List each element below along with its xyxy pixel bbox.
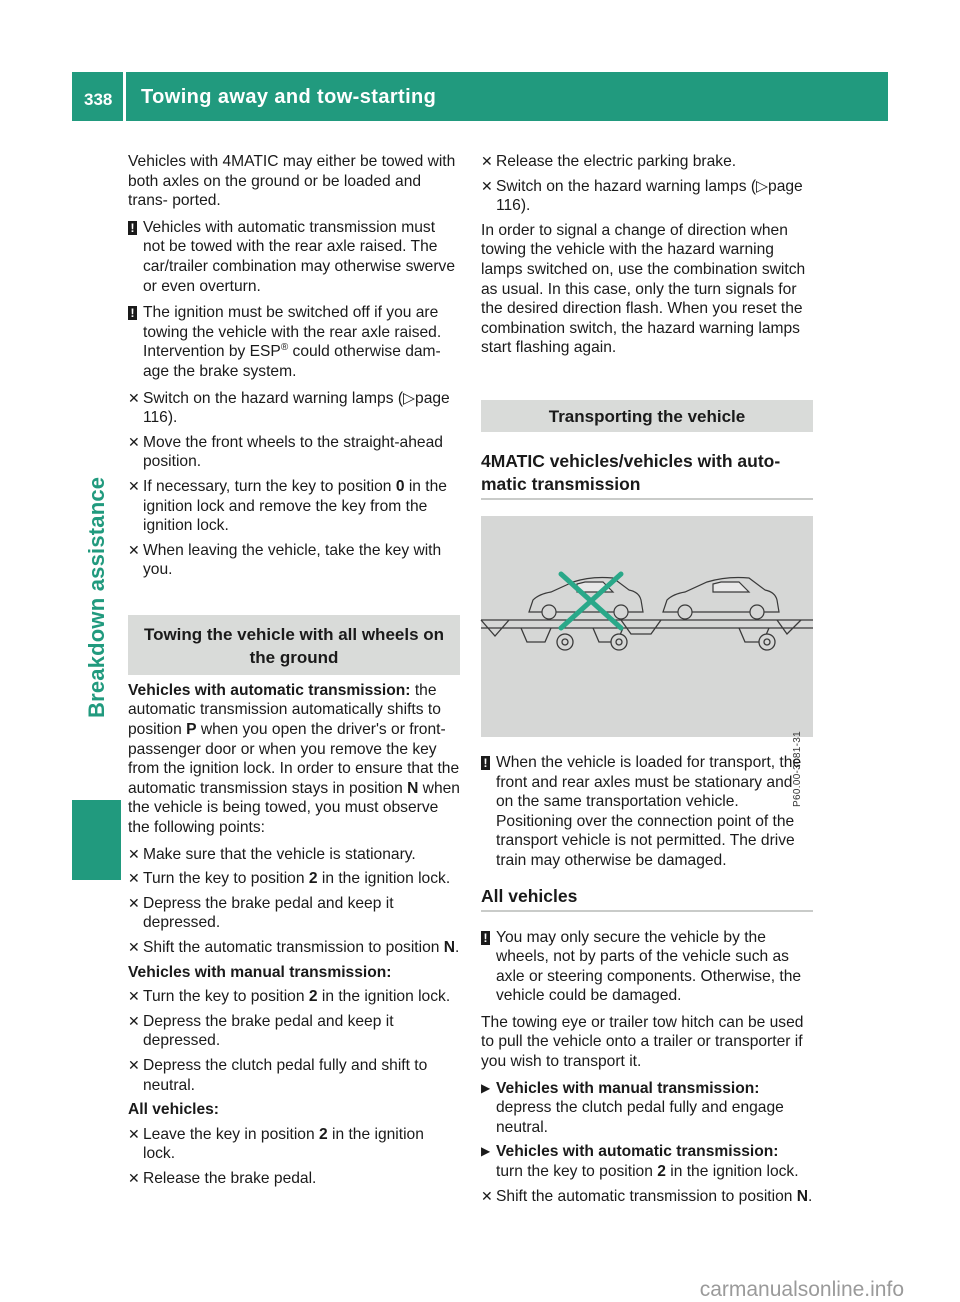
instruction-step: ▶ Vehicles with automatic transmission: turn the key to position 2 in the ignition lock. — [481, 1143, 799, 1181]
instruction-step: ✕ If necessary, turn the key to position 0 in the ignition lock and remove the key from the ignition lock. — [128, 477, 447, 535]
page-reference-link[interactable]: page 116). — [496, 177, 803, 215]
step-marker-icon: ✕ — [128, 988, 140, 1005]
page-reference-arrow-icon: ▷ — [756, 177, 769, 195]
instruction-step: ✕ Switch on the hazard warning lamps (▷page 116). — [481, 177, 803, 215]
left-column — [128, 152, 460, 1194]
step-marker-icon: ✕ — [128, 1056, 140, 1073]
warning-note — [481, 753, 813, 871]
step-marker-icon: ✕ — [128, 1169, 140, 1186]
instruction-step: ✕ Shift the automatic transmission to position N. — [481, 1187, 813, 1205]
instruction-step: ▶ Vehicles with manual transmission: depress the clutch pedal fully and engage neutral. — [481, 1079, 784, 1136]
page-reference-link[interactable]: page 116). — [143, 389, 450, 427]
step-marker-icon: ✕ — [481, 177, 493, 194]
instruction-step: ✕ Depress the brake pedal and keep it depressed. — [128, 894, 394, 932]
instruction-step: ✕ Leave the key in position 2 in the ignition lock. — [128, 1125, 424, 1163]
instruction-step: ✕ Make sure that the vehicle is stationary. — [128, 845, 416, 863]
instruction-step: ✕ Release the electric parking brake. — [481, 153, 737, 170]
page-title: Towing away and tow-starting — [141, 86, 437, 108]
instruction-step: ✕ Depress the clutch pedal fully and shift to neutral. — [128, 1056, 428, 1094]
header-divider — [123, 72, 126, 121]
page-reference-arrow-icon: ▷ — [403, 389, 416, 407]
instruction-step: ✕ Turn the key to position 2 in the ignition lock. — [128, 988, 451, 1006]
warning-icon: ! — [481, 931, 490, 945]
figure-code: P60.00-3081-31 — [792, 730, 803, 807]
step-marker-icon: ✕ — [128, 477, 140, 494]
warning-note — [481, 928, 813, 1006]
warning-text: The ignition must be switched off if you are towing the vehicle with the rear axle raised. Intervention by ESP® could otherwise dam- age the brake system. — [143, 304, 442, 380]
warning-icon: ! — [128, 306, 137, 320]
warning-note — [128, 218, 460, 296]
warning-text: You may only secure the vehicle by the wheels, not by parts of the vehicle such as axle or steering components. Otherwise, the vehicle could be damaged. — [496, 928, 802, 1005]
transport-illustration — [481, 516, 813, 807]
instruction-step: ✕ Turn the key to position 2 in the ignition lock. — [128, 870, 451, 888]
section-heading: Towing the vehicle with all wheels on the ground — [128, 615, 460, 675]
warning-text: When the vehicle is loaded for transport, the front and rear axles must be stationary and on the same transportation vehicle. Positioning over the connection point of the transport vehicle is not permitted. The drive train may otherwise be damaged. — [496, 753, 802, 869]
step-marker-icon: ✕ — [128, 389, 140, 406]
step-marker-icon: ✕ — [128, 541, 140, 558]
step-marker-icon: ✕ — [128, 894, 140, 911]
instruction-step: ✕ Release the brake pedal. — [128, 1169, 317, 1187]
chapter-label: Breakdown assistance — [84, 476, 109, 718]
step-marker-icon: ✕ — [481, 1187, 493, 1204]
instruction-step: ✕ When leaving the vehicle, take the key with you. — [128, 541, 442, 579]
right-column — [481, 152, 813, 1211]
direction-paragraph: In order to signal a change of direction when towing the vehicle with the hazard warning lamps switched on, use the combination switch as usual. In this case, only the turn signals for the desired direction flash. When you reset the combination switch, the hazard warning lamps start flashing again. — [481, 221, 806, 357]
page-header — [72, 72, 888, 121]
step-marker-icon: ✕ — [128, 1125, 140, 1142]
watermark: carmanualsonline.info — [699, 1278, 904, 1302]
step-marker-icon: ✕ — [481, 153, 493, 169]
instruction-step: ✕ Shift the automatic transmission to position N. — [128, 939, 460, 956]
all-vehicles-subheading: All vehicles: — [128, 1101, 220, 1119]
instruction-step: ✕ Switch on the hazard warning lamps (▷page 116). — [128, 389, 450, 427]
intro-paragraph: Vehicles with 4MATIC may either be towed with both axles on the ground or be loaded and trans- ported. — [128, 153, 456, 210]
manual-subheading: Vehicles with manual transmission: — [128, 963, 392, 981]
step-marker-icon: ✕ — [128, 939, 140, 955]
transport-diagram — [481, 516, 813, 737]
step-marker-icon: ✕ — [128, 1012, 140, 1029]
warning-text: Vehicles with automatic transmission must not be towed with the rear axle raised. The car/trailer combination may otherwise swerve or even overturn. — [143, 218, 455, 295]
step-marker-icon: ✕ — [128, 870, 140, 887]
subsection-heading: All vehicles — [481, 885, 813, 912]
warning-icon: ! — [481, 756, 490, 770]
step-triangle-icon: ▶ — [481, 1144, 491, 1159]
step-marker-icon: ✕ — [128, 433, 140, 450]
step-marker-icon: ✕ — [128, 845, 140, 862]
warning-note — [128, 303, 460, 381]
instruction-step: ✕ Depress the brake pedal and keep it depressed. — [128, 1012, 394, 1050]
chapter-tab — [72, 800, 121, 880]
towing-eye-paragraph: The towing eye or trailer tow hitch can be used to pull the vehicle onto a trailer or transporter if you wish to transport it. — [481, 1013, 804, 1071]
section-heading: Transporting the vehicle — [481, 400, 813, 432]
instruction-step: ✕ Move the front wheels to the straight-ahead position. — [128, 433, 443, 471]
automatic-paragraph: Vehicles with automatic transmission: the automatic transmission automatically shifts to position P when you open the driver's or front- passenger door or when you remove the key from the ignition lock. In order to ensure that the automatic transmission stays in position N when the vehicle is being towed, you must observe the following points: — [128, 681, 460, 837]
subsection-heading: 4MATIC vehicles/vehicles with auto- matic transmission — [481, 450, 813, 500]
warning-icon: ! — [128, 221, 137, 235]
step-triangle-icon: ▶ — [481, 1080, 491, 1095]
page-number: 338 — [84, 90, 113, 109]
